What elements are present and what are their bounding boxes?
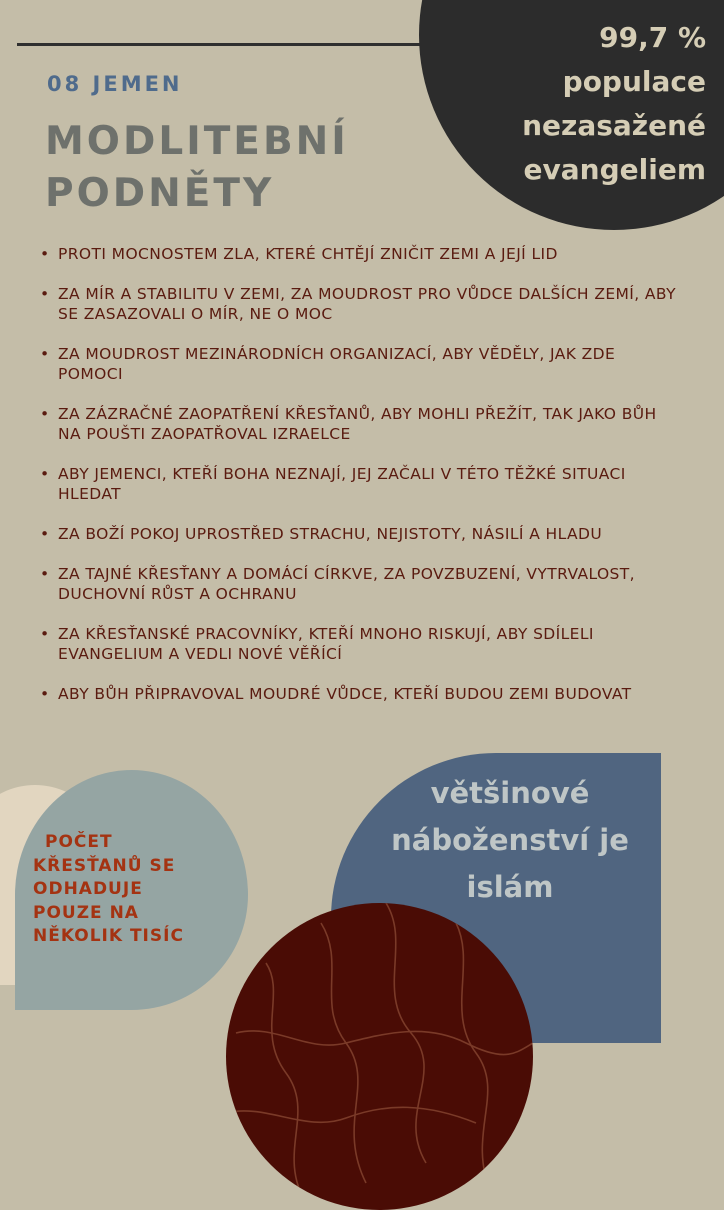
prayer-item: • PROTI MOCNOSTEM ZLA, KTERÉ CHTĚJÍ ZNIČIT ZEMI A JEJÍ LID [38,244,678,264]
prayer-item: • ZA MÍR A STABILITU V ZEMI, ZA MOUDROST PRO VŮDCE DALŠÍCH ZEMÍ, ABY SE ZASAZOVALI O MÍR, NE O MOC [38,284,678,324]
prayer-item: • ZA MOUDROST MEZINÁRODNÍCH ORGANIZACÍ, ABY VĚDĚLY, JAK ZDE POMOCI [38,344,678,384]
prayer-item: • ABY JEMENCI, KTEŘÍ BOHA NEZNAJÍ, JEJ ZAČALI V TÉTO TĚŽKÉ SITUACI HLEDAT [38,464,678,504]
prayer-list [38,244,678,724]
religion-note [360,770,660,911]
prayer-item: • ZA BOŽÍ POKOJ UPROSTŘED STRACHU, NEJISTOTY, NÁSILÍ A HLADU [38,524,678,544]
country-label: 08 JEMEN [47,72,183,96]
title-line: MODLITEBNÍ [45,119,349,164]
stat-line: nezasažené [522,109,706,142]
note-line: ODHADUJE [33,879,143,899]
ball-pattern [226,903,533,1210]
stat-line: 99,7 % [599,21,706,54]
stat-line: evangeliem [523,153,706,186]
christians-note [33,831,233,949]
prayer-item: • ZA ZÁZRAČNÉ ZAOPATŘENÍ KŘESŤANŮ, ABY MOHLI PŘEŽÍT, TAK JAKO BŮH NA POUŠTI ZAOPATŘOVAL IZRAELCE [38,404,678,444]
note-line: NĚKOLIK TISÍC [33,926,184,946]
top-divider-line [17,43,427,46]
page-title [45,116,349,220]
note-line: POČET [45,832,113,852]
note-line: POUZE NA [33,902,139,923]
unreached-stat [476,16,706,192]
prayer-item: • ABY BŮH PŘIPRAVOVAL MOUDRÉ VŮDCE, KTEŘÍ BUDOU ZEMI BUDOVAT [38,684,678,704]
note-line: islám [466,870,554,904]
note-line: náboženství je [391,823,629,857]
note-line: většinové [430,776,590,810]
title-line: PODNĚTY [45,171,275,216]
prayer-item: • ZA TAJNÉ KŘESŤANY A DOMÁCÍ CÍRKVE, ZA POVZBUZENÍ, VYTRVALOST, DUCHOVNÍ RŮST A OCHRANU [38,564,678,604]
prayer-item: • ZA KŘESŤANSKÉ PRACOVNÍKY, KTEŘÍ MNOHO RISKUJÍ, ABY SDÍLELI EVANGELIUM A VEDLI NOVÉ VĚŘÍCÍ [38,624,678,664]
decorative-ball [226,903,533,1210]
note-line: KŘESŤANŮ SE [33,855,176,876]
stat-line: populace [562,65,706,98]
